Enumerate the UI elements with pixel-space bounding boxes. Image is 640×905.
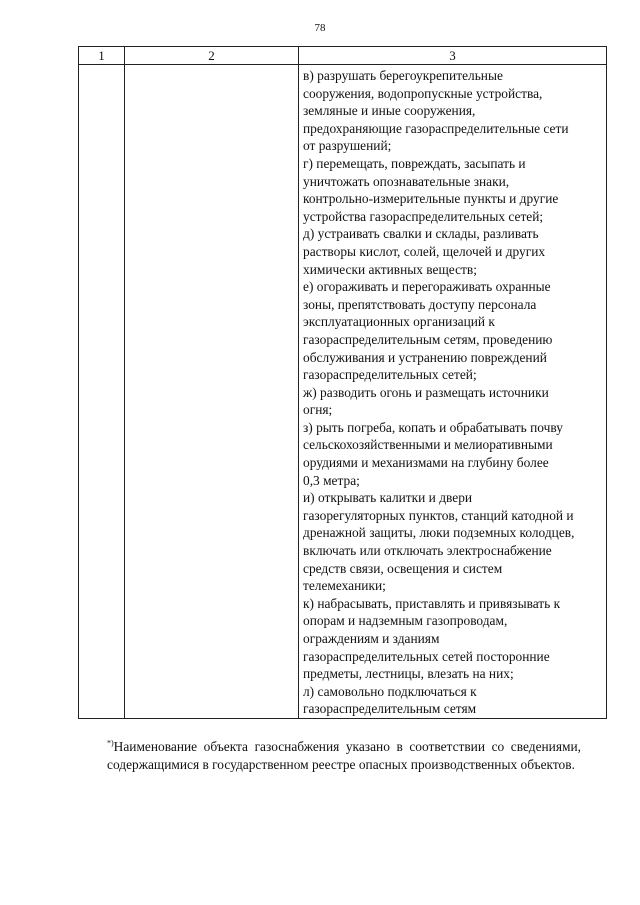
text-line: д) устраивать свалки и склады, разливать bbox=[303, 226, 539, 242]
text-line: средств связи, освещения и систем bbox=[303, 560, 503, 576]
text-line: телемеханики; bbox=[303, 578, 386, 594]
footnote-paragraph bbox=[107, 738, 581, 774]
text-line: от разрушений; bbox=[303, 138, 392, 154]
text-line: газораспределительных сетей посторонние bbox=[303, 648, 550, 664]
footnote bbox=[107, 738, 581, 774]
text-line: химически активных веществ; bbox=[303, 261, 477, 277]
prohibitions-list bbox=[299, 65, 606, 718]
text-line: земляные и иные сооружения, bbox=[303, 103, 476, 119]
footnote-text: Наименование объекта газоснабжения указано в соответствии со сведениями, содержащимися в государственном реестре опасных производственных объектов. bbox=[107, 739, 581, 772]
text-line: огня; bbox=[303, 402, 333, 418]
cell-column-3 bbox=[299, 65, 607, 719]
text-line: газорегуляторных пунктов, станций катодной и bbox=[303, 507, 574, 523]
cell-column-1 bbox=[79, 65, 125, 719]
cell-column-2 bbox=[125, 65, 299, 719]
text-line: ж) разводить огонь и размещать источники bbox=[303, 384, 549, 400]
text-line: газораспределительных сетей; bbox=[303, 367, 477, 383]
column-header-2: 2 bbox=[125, 47, 299, 65]
text-line: зоны, препятствовать доступу персонала bbox=[303, 296, 537, 312]
text-line: предохраняющие газораспределительные сети bbox=[303, 120, 569, 136]
text-line: включать или отключать электроснабжение bbox=[303, 543, 552, 559]
text-line: ограждениям и зданиям bbox=[303, 631, 440, 646]
text-line: г) перемещать, повреждать, засыпать и bbox=[303, 155, 526, 171]
text-line: к) набрасывать, приставлять и привязывать к bbox=[303, 595, 561, 611]
text-line: растворы кислот, солей, щелочей и других bbox=[303, 243, 546, 259]
text-line: газораспределительным сетям, проведению bbox=[303, 331, 553, 347]
table-row bbox=[79, 65, 607, 719]
text-line: контрольно-измерительные пункты и другие bbox=[303, 191, 559, 207]
text-line: и) открывать калитки и двери bbox=[303, 490, 473, 506]
text-line: з) рыть погреба, копать и обрабатывать почву bbox=[303, 419, 563, 435]
text-line: предметы, лестницы, влезать на них; bbox=[303, 666, 514, 682]
text-line: устройства газораспределительных сетей; bbox=[303, 208, 544, 224]
text-line: 0,3 метра; bbox=[303, 472, 360, 488]
table-header-row bbox=[79, 47, 607, 65]
page-number: 78 bbox=[314, 22, 326, 34]
text-line: дренажной защиты, люки подземных колодцев, bbox=[303, 525, 575, 541]
text-line: сооружения, водопропускные устройства, bbox=[303, 85, 543, 101]
text-line: орудиями и механизмами на глубину более bbox=[303, 455, 549, 471]
text-line: обслуживания и устранению повреждений bbox=[303, 349, 547, 365]
text-line: сельскохозяйственными и мелиоративными bbox=[303, 437, 553, 453]
text-line: е) огораживать и перегораживать охранные bbox=[303, 279, 551, 295]
text-line: в) разрушать берегоукрепительные bbox=[303, 68, 503, 83]
text-line: уничтожать опознавательные знаки, bbox=[303, 173, 510, 189]
document-table bbox=[78, 46, 607, 719]
column-header-3: 3 bbox=[299, 47, 607, 65]
text-line: опорам и надземным газопроводам, bbox=[303, 613, 508, 629]
text-line: эксплуатационных организаций к bbox=[303, 314, 495, 330]
column-header-1: 1 bbox=[79, 47, 125, 65]
text-line: газораспределительным сетям bbox=[303, 701, 477, 717]
text-line: л) самовольно подключаться к bbox=[303, 683, 477, 699]
footnote-marker: *) bbox=[107, 738, 114, 748]
